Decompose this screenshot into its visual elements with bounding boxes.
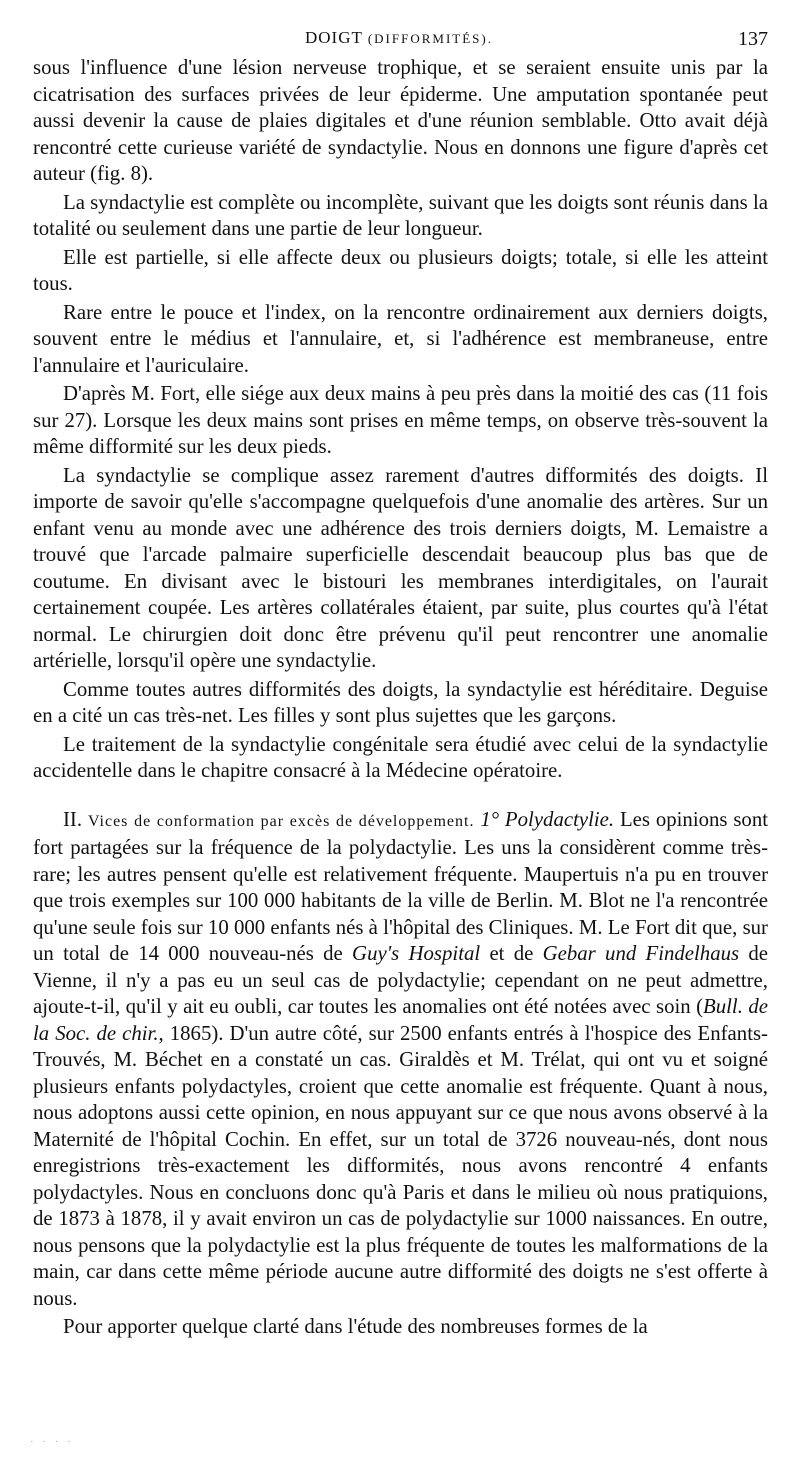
- page-number: 137: [738, 28, 768, 50]
- paragraph: Pour apporter quelque clarté dans l'étude des nombreuses formes de la: [63, 1315, 648, 1338]
- section-paragraph: [33, 807, 768, 1313]
- paragraph: La syndactylie est complète ou incomplète, suivant que les doigts sont réunis dans la totalité ou seulement dans une partie de leur longueur.: [33, 190, 768, 240]
- paragraph: Le traitement de la syndactylie congénitale sera étudié avec celui de la syndactylie accidentelle dans le chapitre consacré à la Médecine opératoire.: [33, 732, 768, 782]
- paragraph: Elle est partielle, si elle affecte deux ou plusieurs doigts; totale, si elle les atteint tous.: [33, 245, 768, 295]
- running-title-sub: (DIFFORMITÉS).: [367, 31, 493, 46]
- scan-specks: · · · ·: [30, 1436, 74, 1448]
- text-run: et de: [489, 942, 534, 965]
- paragraph: La syndactylie se complique assez rarement d'autres difformités des doigts. Il importe de savoir qu'elle s'accompagne quelquefois d'une anomalie des artères. Sur un enfant venu au monde avec une adhérence des trois derniers doigts, M. Lemaistre a trouvé que l'arcade palmaire superficielle descendait beaucoup plus bas que de coutume. En divisant avec le bistouri les membranes interdigitales, on l'aurait certainement coupée. Les artères collatérales étaient, par suite, plus courtes qu'à l'état normal. Le chirurgien doit donc être prévenu qu'il peut rencontrer une anomalie artérielle, lorsqu'il opère une syndactylie.: [33, 463, 768, 672]
- italic-run: Guy's Hospital: [352, 942, 481, 965]
- section-heading: Vices de conformation par excès de développement.: [87, 812, 475, 830]
- paragraph: sous l'influence d'une lésion nerveuse trophique, et se seraient ensuite unis par la cicatrisation des surfaces privées de leur épiderme. Une amputation spontanée peut aussi devenir la cause de plaies digitales et d'une réunion semblable. Otto avait déjà rencontré cette curieuse variété de syndactylie. Nous en donnons une figure d'après cet auteur (fig. 8).: [33, 56, 768, 185]
- text-run: de Vienne, il n'y a pas eu un seul cas de polydactylie; cependant on ne peut admettre, ajoute-t-il, qu'il y ait eu oubli, car toutes les anomalies ont été notées avec soin (: [33, 942, 769, 1018]
- running-title-main: DOIGT: [305, 28, 363, 47]
- body-text: [33, 55, 768, 1343]
- italic-run: Gebar und Findelhaus: [542, 942, 740, 965]
- paragraph: Rare entre le pouce et l'index, on la rencontre ordinairement aux derniers doigts, souvent entre le médius et l'annulaire, et, si l'adhérence est membraneuse, entre l'annulaire et l'auriculaire.: [33, 300, 768, 377]
- paragraph: Comme toutes autres difformités des doigts, la syndactylie est héréditaire. Deguise en a cité un cas très-net. Les filles y sont plus sujettes que les garçons.: [33, 677, 768, 727]
- italic-run: Bull. de la Soc. de chir.: [33, 995, 768, 1045]
- text-run: Les opinions sont fort partagées sur la fréquence de la polydactylie. Les uns la considèrent comme très-rare; les autres pensent qu'elle est relativement fréquente. Maupertuis n'a pu en trouver que trois exemples sur 100 000 habitants de la ville de Berlin. M. Blot ne l'a rencontrée qu'une seule fois sur 10 000 enfants nés à l'hôpital des Cliniques. M. Le Fort dit que, sur un total de 14 000 nouveau-nés de: [33, 807, 769, 965]
- section-subheading: 1° Polydactylie.: [480, 807, 615, 831]
- page-header: [30, 22, 768, 52]
- section-number: II.: [63, 807, 83, 831]
- text-run: , 1865). D'un autre côté, sur 2500 enfants entrés à l'hospice des Enfants-Trouvés, M. Béchet en a constaté un cas. Giraldès et M. Trélat, qui ont vu et soigné plusieurs enfants polydactyles, croient que cette anomalie est fréquente. Quant à nous, nous adoptons aussi cette opinion, en nous appuyant sur ce que nous avons observé à la Maternité de l'hôpital Cochin. En effet, sur un total de 3726 nouveau-nés, dont nous enregistrions très-exactement les difformités, nous avons rencontré 4 enfants polydactyles. Nous en concluons donc qu'à Paris et dans le milieu où nous pratiquions, de 1873 à 1878, il y avait environ un cas de polydactylie sur 1000 naissances. En outre, nous pensons que la polydactylie est la plus fréquente de toutes les malformations de la main, car dans cette même période aucune autre difformité des doigts ne s'est offerte à nous.: [33, 1021, 768, 1310]
- paragraph: D'après M. Fort, elle siége aux deux mains à peu près dans la moitié des cas (11 fois sur 27). Lorsque les deux mains sont prises en même temps, on observe très-souvent la même difformité sur les deux pieds.: [33, 382, 768, 458]
- running-title: [30, 28, 768, 48]
